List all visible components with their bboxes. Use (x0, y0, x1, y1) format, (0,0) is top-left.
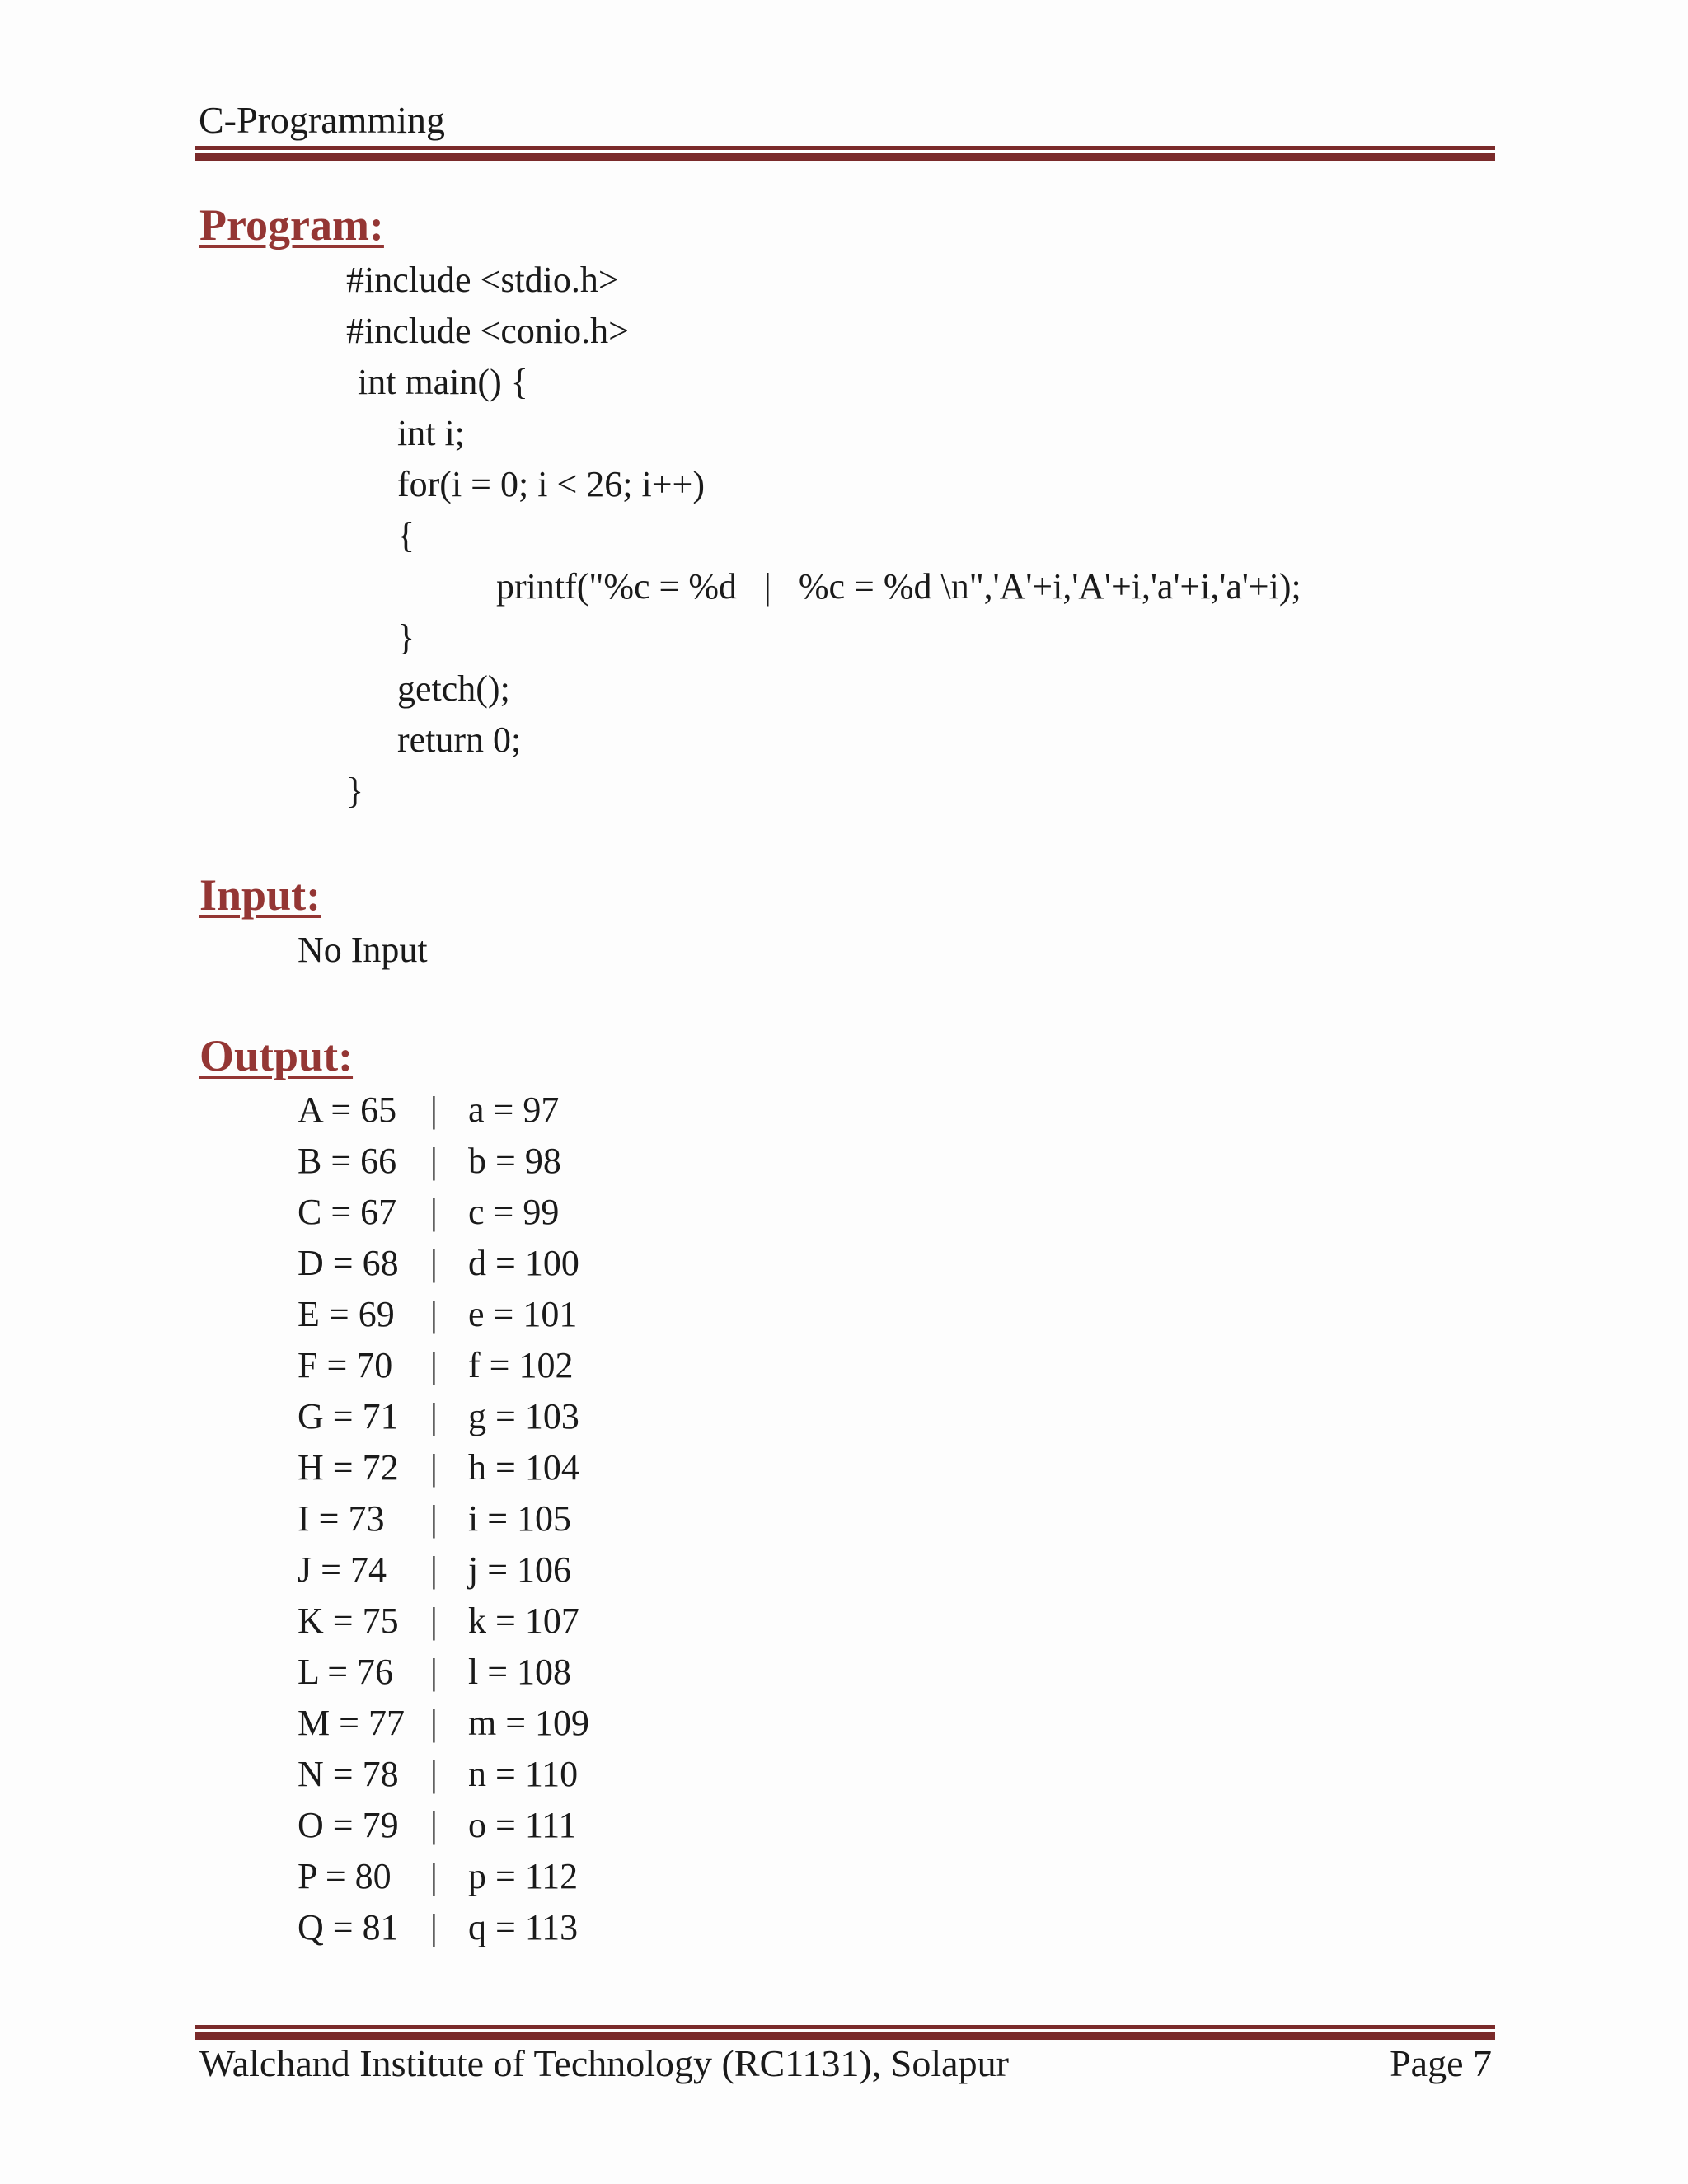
output-lower-value: k = 107 (468, 1601, 579, 1641)
output-upper-value: C = 67 (298, 1192, 397, 1232)
output-lower-value: i = 105 (468, 1498, 572, 1539)
output-lower-value: d = 100 (468, 1243, 579, 1283)
output-separator: | (430, 1090, 438, 1130)
output-upper-value: D = 68 (298, 1243, 399, 1283)
output-upper-value: M = 77 (298, 1703, 405, 1743)
output-lower-value: o = 111 (468, 1805, 577, 1845)
code-line-6: { (397, 515, 415, 555)
input-heading: Input: (199, 870, 321, 920)
output-lower-value: l = 108 (468, 1652, 572, 1692)
output-separator: | (430, 1652, 438, 1692)
output-upper-value: O = 79 (298, 1805, 399, 1845)
output-separator: | (430, 1549, 438, 1590)
header-rule (195, 146, 1495, 161)
output-lower-value: b = 98 (468, 1141, 561, 1181)
output-separator: | (430, 1447, 438, 1488)
footer-rule (195, 2025, 1495, 2040)
output-upper-value: L = 76 (298, 1652, 394, 1692)
output-separator: | (430, 1498, 438, 1539)
output-upper-value: F = 70 (298, 1345, 393, 1385)
output-lower-value: g = 103 (468, 1396, 579, 1436)
output-separator: | (430, 1805, 438, 1845)
output-lower-value: j = 106 (468, 1549, 572, 1590)
output-upper-value: N = 78 (298, 1754, 399, 1794)
code-line-10: return 0; (397, 719, 522, 760)
output-upper-value: Q = 81 (298, 1907, 399, 1947)
output-lower-value: m = 109 (468, 1703, 590, 1743)
output-upper-value: I = 73 (298, 1498, 385, 1539)
footer-institute: Walchand Institute of Technology (RC1131), Solapur (199, 2042, 1009, 2084)
output-lower-value: q = 113 (468, 1907, 579, 1947)
output-separator: | (430, 1754, 438, 1794)
output-separator: | (430, 1294, 438, 1334)
output-upper-value: K = 75 (298, 1601, 399, 1641)
output-upper-value: E = 69 (298, 1294, 395, 1334)
page-number: Page 7 (1390, 2042, 1492, 2084)
output-separator: | (430, 1192, 438, 1232)
output-separator: | (430, 1396, 438, 1436)
output-upper-value: H = 72 (298, 1447, 399, 1488)
output-separator: | (430, 1856, 438, 1896)
output-upper-value: P = 80 (298, 1856, 392, 1896)
output-lower-value: h = 104 (468, 1447, 579, 1488)
code-line-9: getch(); (397, 668, 510, 709)
output-lower-value: p = 112 (468, 1856, 579, 1896)
code-line-5: for(i = 0; i < 26; i++) (397, 464, 705, 504)
code-line-3: int main() { (358, 362, 528, 402)
output-upper-value: J = 74 (298, 1549, 387, 1590)
output-upper-value: B = 66 (298, 1141, 397, 1181)
input-text: No Input (298, 930, 428, 970)
code-line-7: printf("%c = %d | %c = %d \n",'A'+i,'A'+i,'a'+i,'a'+i); (496, 566, 1301, 607)
output-lower-value: e = 101 (468, 1294, 578, 1334)
output-heading: Output: (199, 1031, 354, 1080)
header-title: C-Programming (199, 99, 445, 141)
code-line-11: } (346, 771, 364, 811)
output-separator: | (430, 1243, 438, 1283)
output-lower-value: n = 110 (468, 1754, 579, 1794)
code-line-2: #include <conio.h> (346, 311, 629, 351)
code-line-4: int i; (397, 413, 465, 453)
output-separator: | (430, 1345, 438, 1385)
output-lower-value: c = 99 (468, 1192, 560, 1232)
output-separator: | (430, 1601, 438, 1641)
output-lower-value: f = 102 (468, 1345, 574, 1385)
output-separator: | (430, 1141, 438, 1181)
code-line-8: } (397, 617, 415, 658)
output-separator: | (430, 1907, 438, 1947)
output-separator: | (430, 1703, 438, 1743)
output-lower-value: a = 97 (468, 1090, 560, 1130)
program-heading: Program: (199, 200, 384, 250)
output-upper-value: G = 71 (298, 1396, 399, 1436)
output-upper-value: A = 65 (298, 1090, 397, 1130)
code-line-1: #include <stdio.h> (346, 260, 619, 300)
